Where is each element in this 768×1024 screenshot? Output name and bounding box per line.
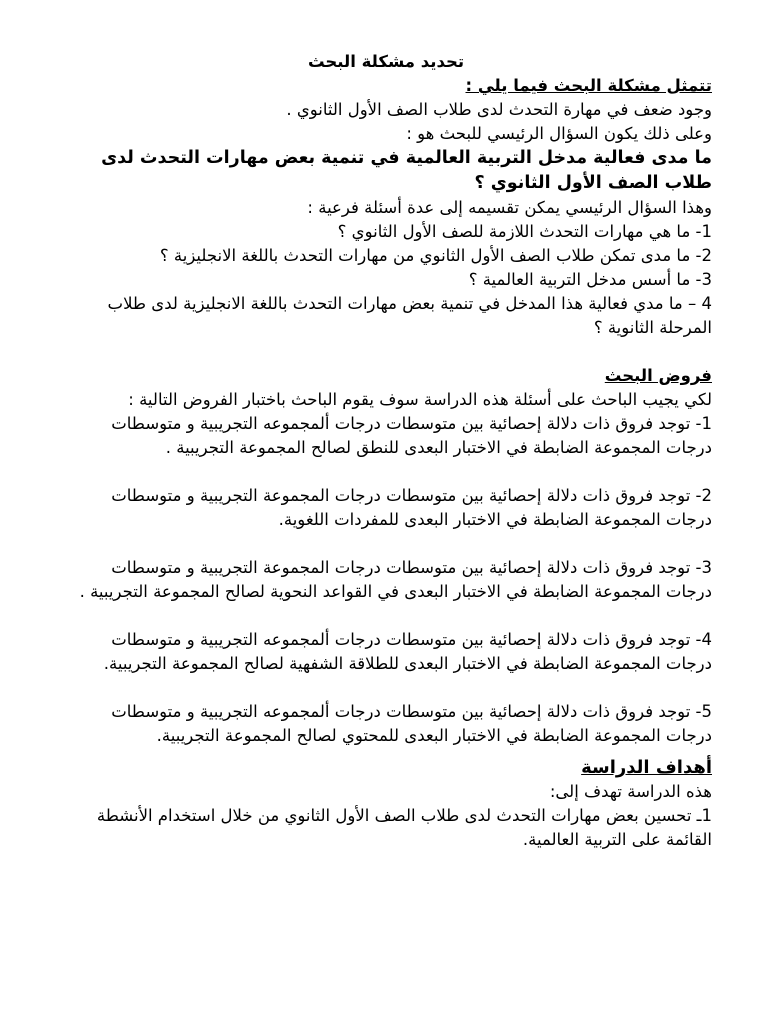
document-title: تحديد مشكلة البحث [307, 52, 465, 71]
problem-text: وجود ضعف في مهارة التحدث لدى طلاب الصف الأول الثانوي . [286, 100, 712, 119]
sub-question-1: 1- ما هي مهارات التحدث اللازمة للصف الأول الثانوي ؟ [337, 222, 712, 241]
sub-questions-intro: وهذا السؤال الرئيسي يمكن تقسيمه إلى عدة أسئلة فرعية : [307, 198, 712, 217]
hypothesis-2: 2- توجد فروق ذات دلالة إحصائية بين متوسطات درجات المجموعة التجريبية و متوسطات درجات المجموعة الضابطة في الاختبار البعدى للمفردات اللغوية. [111, 486, 712, 529]
problem-heading: تتمثل مشكلة البحث فيما يلي : [465, 76, 712, 95]
sub-question-2: 2- ما مدى تمكن طلاب الصف الأول الثانوي من مهارات التحدث باللغة الانجليزية ؟ [159, 246, 712, 265]
hypothesis-4: 4- توجد فروق ذات دلالة إحصائية بين متوسطات درجات ألمجموعه التجريبية و متوسطات درجات المجموعة الضابطة في الاختبار البعدى للطلاقة الشفهية لصالح المجموعة التجريبية. [103, 630, 712, 673]
sub-question-4: 4 – ما مدي فعالية هذا المدخل في تنمية بعض مهارات التحدث باللغة الانجليزية لدى طلاب المرحلة الثانوية ؟ [107, 294, 712, 337]
spacer [60, 604, 712, 628]
spacer [60, 460, 712, 484]
main-question: ما مدى فعالية مدخل التربية العالمية في تنمية بعض مهارات التحدث لدى طلاب الصف الأول الثانوي ؟ [101, 148, 712, 193]
hypotheses-heading: فروض البحث [604, 366, 712, 385]
hypothesis-5: 5- توجد فروق ذات دلالة إحصائية بين متوسطات درجات ألمجموعه التجريبية و متوسطات درجات المجموعة الضابطة في الاختبار البعدى للمحتوي لصالح المجموعة التجريبية. [111, 702, 712, 745]
main-question-intro: وعلى ذلك يكون السؤال الرئيسي للبحث هو : [406, 124, 712, 143]
document-body [60, 50, 712, 852]
objectives-intro: هذه الدراسة تهدف إلى: [549, 782, 712, 801]
sub-question-3: 3- ما أسس مدخل التربية العالمية ؟ [468, 270, 712, 289]
hypothesis-3: 3- توجد فروق ذات دلالة إحصائية بين متوسطات درجات المجموعة التجريبية و متوسطات درجات المجموعة الضابطة في الاختبار البعدى في القواعد النحوية لصالح المجموعة التجريبية . [79, 558, 712, 601]
objectives-heading: أهداف الدراسة [581, 757, 712, 778]
spacer [60, 748, 712, 756]
objective-1: 1ـ تحسين بعض مهارات التحدث لدى طلاب الصف الأول الثانوي من خلال استخدام الأنشطة القائمة على التربية العالمية. [96, 806, 712, 849]
spacer [60, 340, 712, 364]
hypotheses-intro: لكي يجيب الباحث على أسئلة هذه الدراسة سوف يقوم الباحث باختبار الفروض التالية : [128, 390, 712, 409]
spacer [60, 676, 712, 700]
hypothesis-1: 1- توجد فروق ذات دلالة إحصائية بين متوسطات درجات ألمجموعه التجريبية و متوسطات درجات المجموعة الضابطة في الاختبار البعدى للنطق لصالح المجموعة التجريبية . [111, 414, 712, 457]
spacer [60, 532, 712, 556]
